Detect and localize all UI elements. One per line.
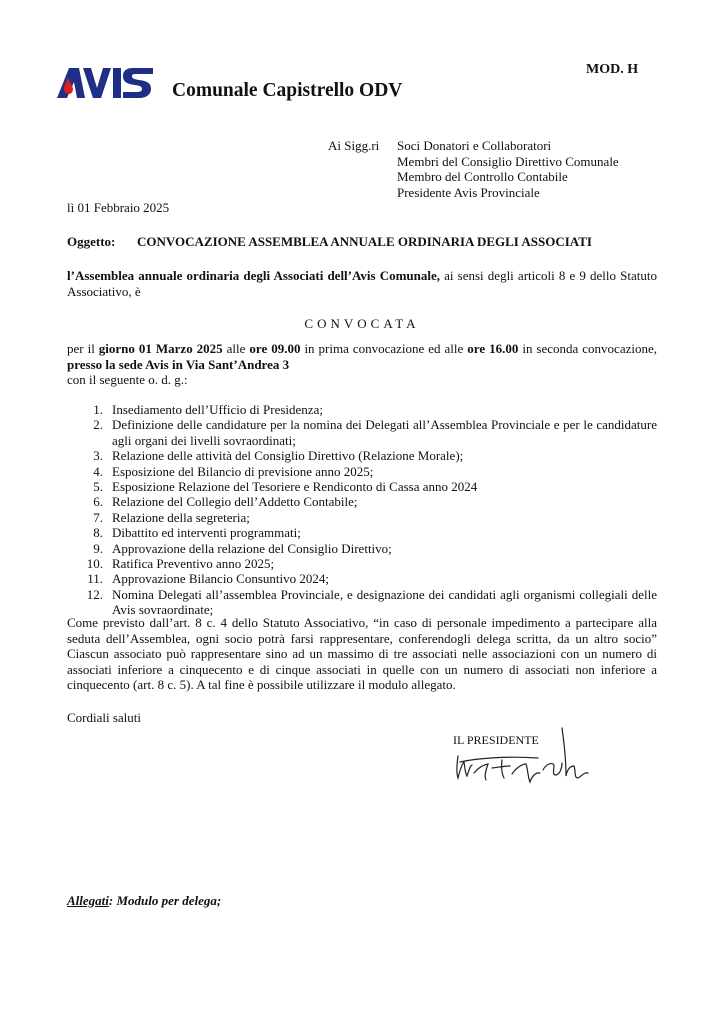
agenda-item-number: 12. <box>86 586 103 602</box>
subject-text: CONVOCAZIONE ASSEMBLEA ANNUALE ORDINARIA DEGLI ASSOCIATI <box>137 234 592 249</box>
agenda-item-text: Dibattito ed interventi programmati; <box>112 525 301 541</box>
meeting-text: per il <box>67 341 99 356</box>
attachments-text: Modulo per delega; <box>113 893 222 908</box>
agenda-item-text: Ratifica Preventivo anno 2025; <box>112 556 275 572</box>
attachments-label: Allegati <box>67 893 109 908</box>
agenda-item <box>67 525 657 540</box>
agenda-item-number: 4. <box>93 463 103 479</box>
agenda-item <box>67 541 657 556</box>
agenda-item <box>67 448 657 463</box>
attachments-line <box>67 893 221 909</box>
agenda-item-text: Insediamento dell’Ufficio di Presidenza; <box>112 402 323 417</box>
meeting-text: in seconda convocazione, <box>518 341 657 356</box>
attachments-colon: : <box>108 893 114 908</box>
meeting-second-time: ore 16.00 <box>467 341 519 356</box>
subject-line <box>67 234 592 250</box>
agenda-item-number: 6. <box>93 494 103 510</box>
agenda-item <box>67 417 657 448</box>
proxy-paragraph: Come previsto dall’art. 8 c. 4 dello Statuto Associativo, “in caso di personale impedimento a partecipare alla seduta dell’Assemblea, ogni socio potrà farsi rappresentare, conferendogli delega scritta, da un altro socio” Ciascun associato può rappresentare sino ad un massimo di tre associati nelle associazioni con un numero di associati inferiore a cinquecento e di cinque associati in quelle con un numero di associati non inferiore a cinquecento (art. 8 c. 5). A tal fine è possibile utilizzare il modulo allegato. <box>67 615 657 692</box>
agenda-item <box>67 479 657 494</box>
meeting-date: giorno 01 Marzo 2025 <box>98 341 223 356</box>
meeting-text: in prima convocazione ed alle <box>300 341 468 356</box>
recipient-line: Membri del Consiglio Direttivo Comunale <box>397 153 619 169</box>
agenda-item <box>67 494 657 509</box>
recipient-line: Presidente Avis Provinciale <box>397 184 540 200</box>
agenda-item <box>67 571 657 586</box>
agenda-item-text: Relazione della segreteria; <box>112 509 250 525</box>
intro-paragraph <box>67 268 657 299</box>
meeting-text: alle <box>222 341 250 356</box>
agenda-item <box>67 587 657 618</box>
agenda-item-text: Approvazione della relazione del Consiglio Direttivo; <box>112 540 392 556</box>
agenda-item-number: 3. <box>93 448 103 464</box>
form-code: MOD. H <box>586 62 639 77</box>
avis-logo <box>55 64 155 100</box>
greeting: Cordiali saluti <box>67 710 142 725</box>
agenda-item <box>67 510 657 525</box>
agenda-item <box>67 556 657 571</box>
president-signature <box>448 718 598 788</box>
meeting-location: presso la sede Avis in Via Sant’Andrea 3 <box>67 356 290 372</box>
intro-rest: ai sensi degli articoli 8 e 9 dello Statuto Associativo, è <box>67 268 657 299</box>
agenda-item-number: 10. <box>86 556 103 572</box>
agenda-item-number: 8. <box>93 525 103 541</box>
agenda-item-text: Definizione delle candidature per la nomina dei Delegati all’Assemblea Provinciale e per le candidature agli organi dei livelli sovraordinati; <box>112 417 657 448</box>
agenda-item-text: Relazione del Collegio dell’Addetto Contabile; <box>112 494 358 510</box>
agenda-item-number: 9. <box>93 540 103 556</box>
agenda-intro: con il seguente o. d. g.: <box>67 372 188 387</box>
meeting-first-time: ore 09.00 <box>249 341 301 356</box>
recipient-line: Membro del Controllo Contabile <box>397 169 568 184</box>
recipients-label: Ai Sigg.ri <box>328 138 380 153</box>
convocata-heading: CONVOCATA <box>304 316 420 331</box>
agenda-item-number: 2. <box>93 417 103 433</box>
letter-date: lì 01 Febbraio 2025 <box>67 200 170 215</box>
agenda-item-text: Esposizione Relazione del Tesoriere e Rendiconto di Cassa anno 2024 <box>112 479 478 495</box>
agenda-item-number: 7. <box>93 509 103 525</box>
agenda-item-text: Relazione delle attività del Consiglio Direttivo (Relazione Morale); <box>112 448 464 464</box>
organization-name: Comunale Capistrello ODV <box>172 80 403 101</box>
agenda-item-number: 5. <box>93 479 103 495</box>
president-title: IL PRESIDENTE <box>453 733 539 747</box>
agenda-item-text: Esposizione del Bilancio di previsione anno 2025; <box>112 463 374 479</box>
intro-bold: l’Assemblea annuale ordinaria degli Associati dell’Avis Comunale, <box>67 268 441 283</box>
meeting-paragraph <box>67 341 657 388</box>
agenda-item-text: Approvazione Bilancio Consuntivo 2024; <box>112 571 330 587</box>
recipient-line: Soci Donatori e Collaboratori <box>397 138 552 153</box>
agenda-item-text: Nomina Delegati all’assemblea Provinciale, e designazione dei candidati agli organismi collegiali delle Avis sovraordinate; <box>112 586 657 618</box>
agenda-item <box>67 464 657 479</box>
agenda-list <box>67 402 657 618</box>
agenda-item <box>67 402 657 417</box>
agenda-item-number: 1. <box>93 402 103 417</box>
subject-label: Oggetto: <box>67 234 116 249</box>
recipients-list <box>397 138 619 200</box>
agenda-item-number: 11. <box>87 571 103 587</box>
